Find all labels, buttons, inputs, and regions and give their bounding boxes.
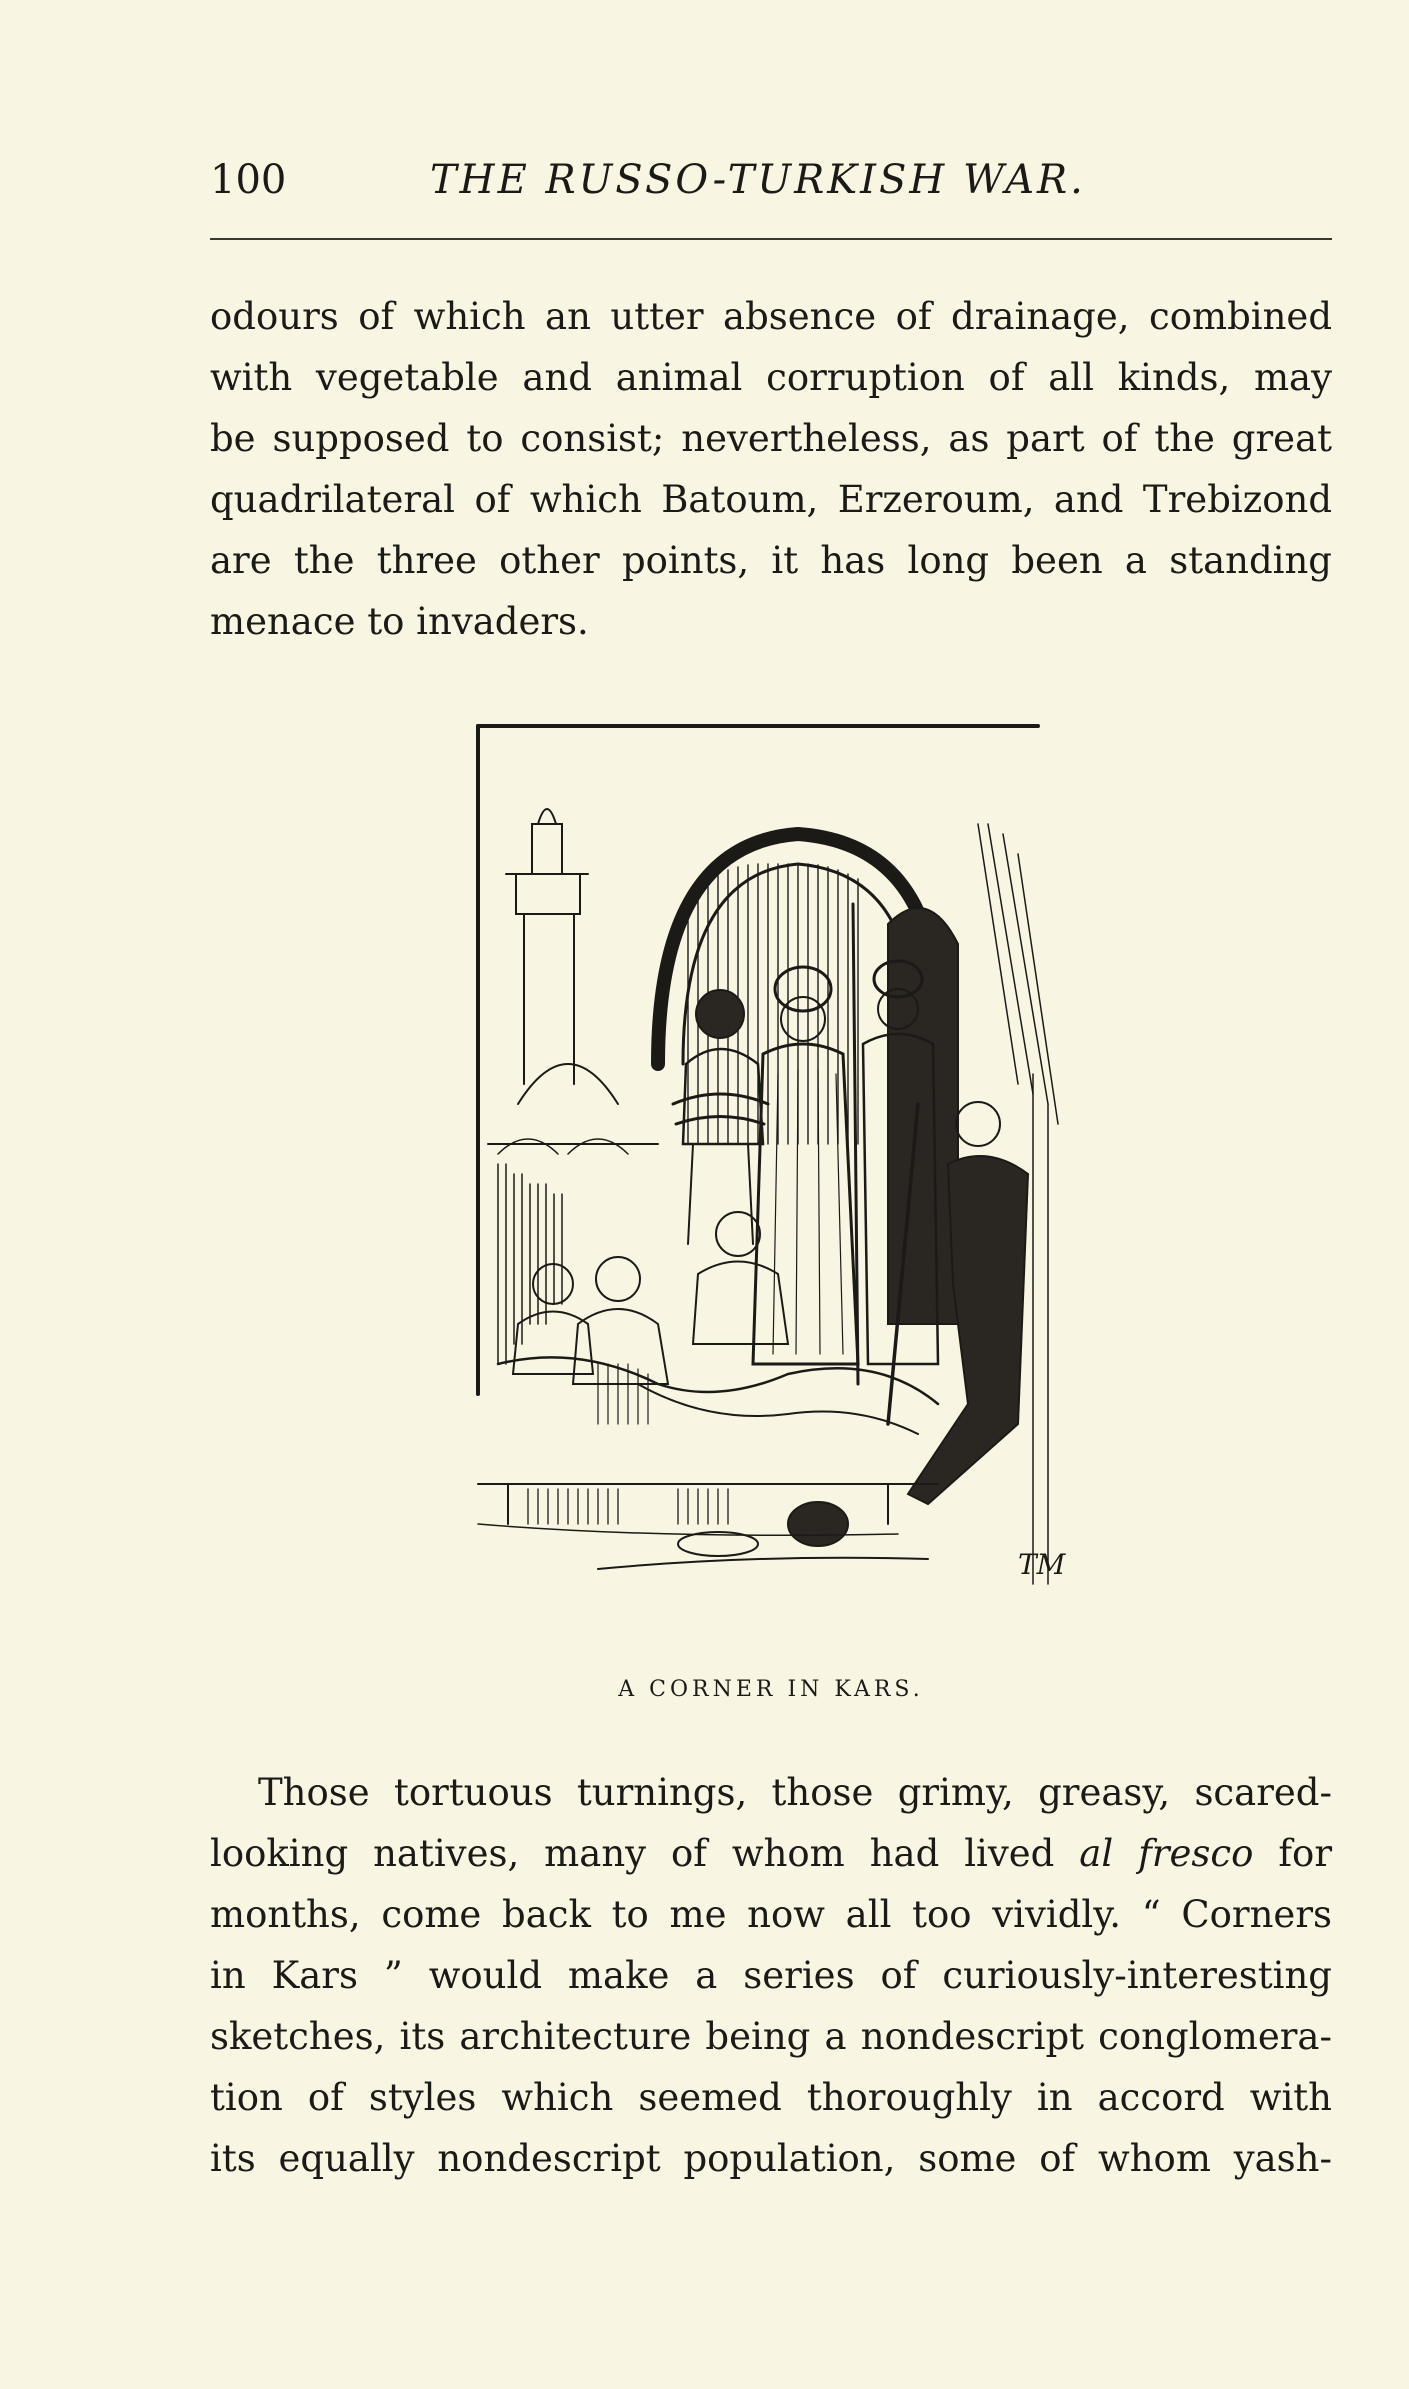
page-number: 100	[210, 157, 287, 203]
text-line: be supposed to consist; nevertheless, as part of the great	[210, 417, 1332, 460]
running-title: THE RUSSO-TURKISH WAR.	[430, 157, 1086, 203]
text-line: Those tortuous turnings, those grimy, greasy, scared-	[258, 1771, 1332, 1814]
text-line: with vegetable and animal corruption of all kinds, may	[210, 356, 1332, 399]
text-line: sketches, its architecture being a nondescript conglomera-	[210, 2015, 1332, 2058]
text-segment: for	[1253, 1832, 1333, 1875]
text-line: menace to invaders.	[210, 600, 589, 643]
engraving-illustration	[458, 724, 1068, 1654]
text-line: odours of which an utter absence of drainage, combined	[210, 295, 1332, 338]
illustration-corner-in-kars	[458, 724, 1068, 1654]
text-line: months, come back to me now all too vividly. “ Corners	[210, 1893, 1332, 1936]
text-segment: looking natives, many of whom had lived	[210, 1832, 1080, 1875]
paragraph-1	[210, 286, 1332, 652]
figure-caption: A CORNER IN KARS.	[618, 1677, 924, 1702]
text-line: tion of styles which seemed thoroughly in accord with	[210, 2076, 1332, 2119]
italic-phrase: al fresco	[1079, 1832, 1254, 1875]
paragraph-2	[210, 1762, 1332, 2189]
artist-signature: TM	[1018, 1548, 1066, 1581]
text-line: in Kars ” would make a series of curiously-interesting	[210, 1954, 1332, 1997]
text-line: quadrilateral of which Batoum, Erzeroum, and Trebizond	[210, 478, 1332, 521]
header-rule	[210, 238, 1332, 240]
text-line: its equally nondescript population, some of whom yash-	[210, 2137, 1332, 2180]
text-line: are the three other points, it has long been a standing	[210, 539, 1332, 582]
page-header	[210, 150, 1332, 210]
text-line-with-italic	[210, 1823, 1332, 1884]
